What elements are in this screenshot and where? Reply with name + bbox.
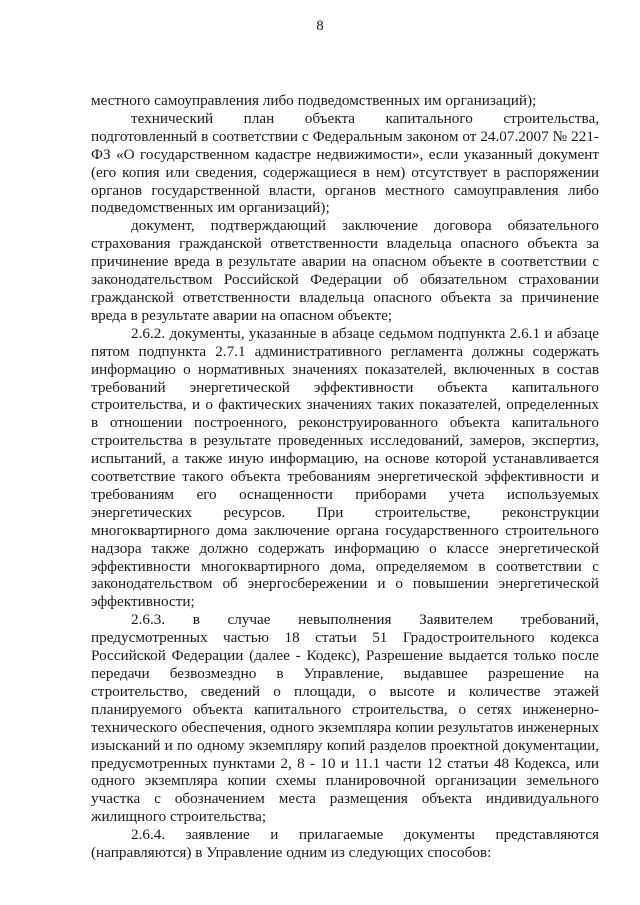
paragraph-continuation: местного самоуправления либо подведомственных им организаций); xyxy=(91,92,537,109)
paragraph-2-6-2: 2.6.2. документы, указанные в абзаце седьмом подпункта 2.6.1 и абзаце пятом подпункта 2.7.1 административного регламента должны содержать информацию о нормативных значениях показателей, включенных в состав требований энергетической эффективности объекта капитального строительства, и о фактических значениях таких показателей, определенных в отношении построенного, реконструированного объекта капитального строительства в результате проведенных исследований, замеров, экспертиз, испытаний, а также иную информацию, на основе которой устанавливается соответствие такого объекта требованиям энергетической эффективности и требованиям его оснащенности приборами учета используемых энергетических ресурсов. При строительстве, реконструкции многоквартирного дома заключение органа государственного строительного надзора также должно содержать информацию о классе энергетической эффективности многоквартирного дома, определяемом в соответствии с законодательством об энергосбережении и о повышении энергетической эффективности; xyxy=(91,324,599,611)
paragraph-2-6-4: 2.6.4. заявление и прилагаемые документы представляются (направляются) в Управление одним из следующих способов: xyxy=(91,826,599,862)
paragraph-insurance-document: документ, подтверждающий заключение договора обязательного страхования гражданской ответственности владельца опасного объекта за причинение вреда в результате аварии на опасном объекте в соответствии с законодательством Российской Федерации об обязательном страховании гражданской ответственности владельца опасного объекта за причинение вреда в результате аварии на опасном объекте; xyxy=(91,217,599,324)
paragraph-technical-plan: технический план объекта капитального строительства, подготовленный в соответствии с Федеральным законом от 24.07.2007 № 221-ФЗ «О государственном кадастре недвижимости», если указанный документ (его копия или сведения, содержащиеся в нем) отсутствует в распоряжении органов государственной власти, органов местного самоуправления либо подведомственных им организаций); xyxy=(91,109,599,217)
document-body xyxy=(91,92,599,862)
page-number: 8 xyxy=(316,18,324,34)
paragraph-2-6-3: 2.6.3. в случае невыполнения Заявителем требований, предусмотренных частью 18 статьи 51 Градостроительного кодекса Российской Федерации (далее - Кодекс), Разрешение выдается только после передачи безвозмездно в Управление, выдавшее разрешение на строительство, сведений о площади, о высоте и количестве этажей планируемого объекта капитального строительства, о сетях инженерно-технического обеспечения, одного экземпляра копии результатов инженерных изысканий и по одному экземпляру копий разделов проектной документации, предусмотренных пунктами 2, 8 - 10 и 11.1 части 12 статьи 48 Кодекса, или одного экземпляра копии схемы планировочной организации земельного участка с обозначением места размещения объекта индивидуального жилищного строительства; xyxy=(91,611,599,826)
